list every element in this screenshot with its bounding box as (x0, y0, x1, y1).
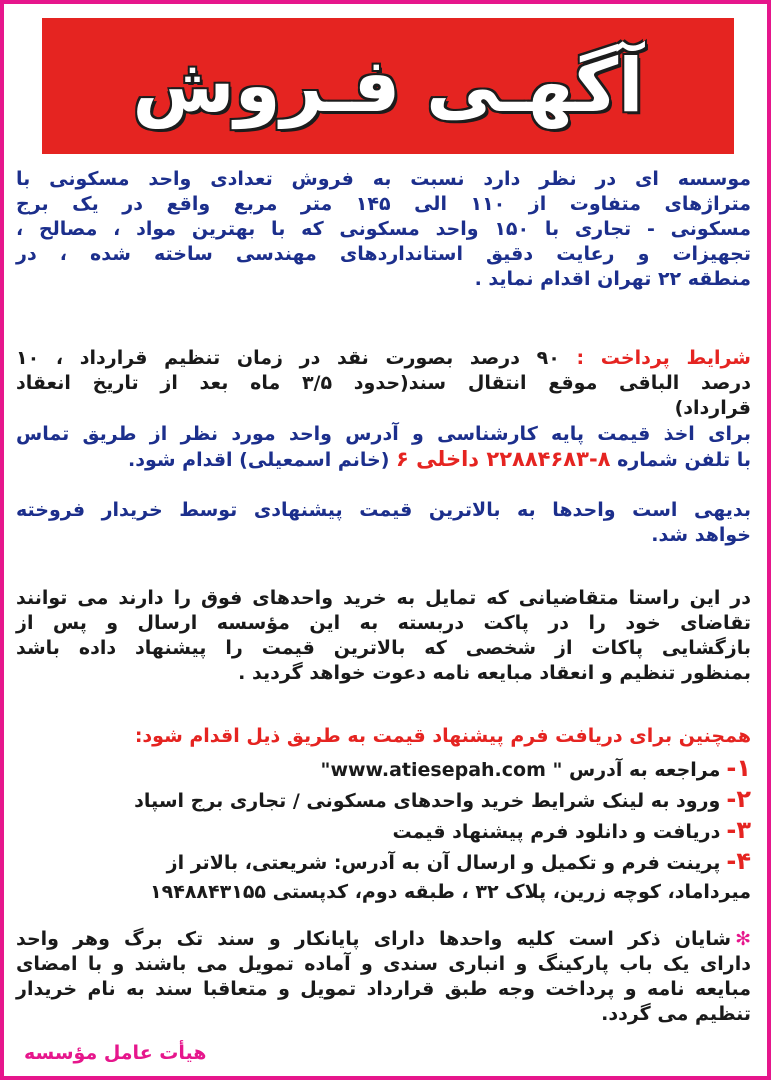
payment-first-line: ۹۰ درصد بصورت نقد در زمان تنظیم قرارداد ، ۱۰ (16, 347, 577, 369)
step-number: ۱- (726, 754, 751, 782)
signature: هیأت عامل مؤسسه (24, 1042, 207, 1064)
step-continuation (16, 880, 751, 910)
intro-paragraph (16, 167, 751, 292)
step-item (16, 818, 751, 849)
note-line (16, 927, 751, 952)
payment-line: قرارداد) (674, 397, 751, 419)
notice-line: بدیهی است واحدها به بالاترین قیمت پیشنهادی توسط خریدار فروخته (16, 499, 751, 521)
contact-line: برای اخذ قیمت پایه کارشناسی و آدرس واحد مورد نظر از طریق تماس (16, 423, 751, 445)
step-item (16, 849, 751, 880)
payment-line (16, 346, 751, 371)
step-number: ۳- (726, 816, 751, 844)
step-text: پرینت فرم و تکمیل و ارسال آن به آدرس: شریعتی، بالاتر از (166, 852, 721, 874)
step-number: ۲- (726, 785, 751, 813)
offers-line: در این راستا متقاضیانی که تمایل به خرید واحدهای فوق را دارند می توانند (16, 587, 751, 609)
contact-paragraph (16, 422, 751, 473)
intro-line: منطقه ۲۲ تهران اقدام نماید . (474, 268, 751, 290)
notice-line: خواهد شد. (651, 524, 751, 546)
step-text: دریافت و دانلود فرم پیشنهاد قیمت (392, 821, 721, 843)
title-banner (42, 18, 734, 154)
form-heading-text: همچنین برای دریافت فرم پیشنهاد قیمت به طریق ذیل اقدام شود: (134, 725, 751, 747)
asterisk-icon: ✻ (735, 928, 751, 950)
step-text: ورود به لینک شرایط خرید واحدهای مسکونی / تجاری برج اسپاد (134, 790, 721, 812)
note-paragraph (16, 927, 751, 1027)
steps-list (16, 756, 751, 910)
note-first-line: شایان ذکر است کلیه واحدها دارای پایانکار و سند تک برگ وهر واحد (16, 928, 732, 950)
phone-number: ۸-۲۲۸۸۴۶۸۳ داخلی ۶ (396, 447, 611, 471)
intro-line: مسکونی - تجاری با ۱۵۰ واحد مسکونی که با بهترین مواد ، مصالح ، (16, 218, 751, 240)
notice-paragraph (16, 498, 751, 548)
contact-line (16, 447, 751, 473)
contact-prefix: با تلفن شماره (610, 449, 751, 471)
intro-line: متراژهای متفاوت از ۱۱۰ الی ۱۴۵ متر مربع واقع در یک برج (16, 193, 752, 215)
form-heading (16, 724, 751, 749)
step-text: مراجعه به آدرس " www.atiesepah.com" (320, 759, 721, 781)
offers-line: بازگشایی پاکات از شخصی که بالاترین قیمت را پیشنهاد داده باشد (16, 637, 751, 659)
step-number: ۴- (726, 847, 751, 875)
intro-line: موسسه ای در نظر دارد نسبت به فروش تعدادی واحد مسکونی با (16, 168, 751, 190)
contact-suffix: (خانم اسمعیلی) اقدام شود. (128, 449, 397, 471)
note-line: مبایعه نامه و پرداخت وجه طبق قرارداد تمویل و متعاقبا سند به نام خریدار (16, 978, 751, 1000)
note-line: دارای یک باب پارکینگ و انباری سندی و آماده تمویل می باشند و با امضای (16, 953, 751, 975)
payment-label: شرایط پرداخت : (576, 347, 751, 369)
offers-line: تقاضای خود را در پاکت دربسته به این مؤسسه ارسال و پس از (16, 612, 751, 634)
intro-line: تجهیزات و رعایت دقیق استانداردهای مهندسی ساخته شده ، در (16, 243, 751, 265)
step-item (16, 756, 751, 787)
offers-paragraph (16, 586, 751, 686)
ad-title: آگهـی فـروش (132, 43, 644, 129)
step-address: میرداماد، کوچه زرین، پلاک ۳۲ ، طبقه دوم، کدپستی ۱۹۴۸۸۴۳۱۵۵ (150, 881, 751, 903)
payment-terms (16, 346, 751, 421)
note-line: تنظیم می گردد. (601, 1003, 751, 1025)
payment-line: درصد الباقی موقع انتقال سند(حدود ۳/۵ ماه بعد از تاریخ انعقاد (16, 372, 751, 394)
step-item (16, 787, 751, 818)
offers-line: بمنظور تنظیم و انعقاد مبایعه نامه دعوت خواهد گردید . (238, 662, 751, 684)
